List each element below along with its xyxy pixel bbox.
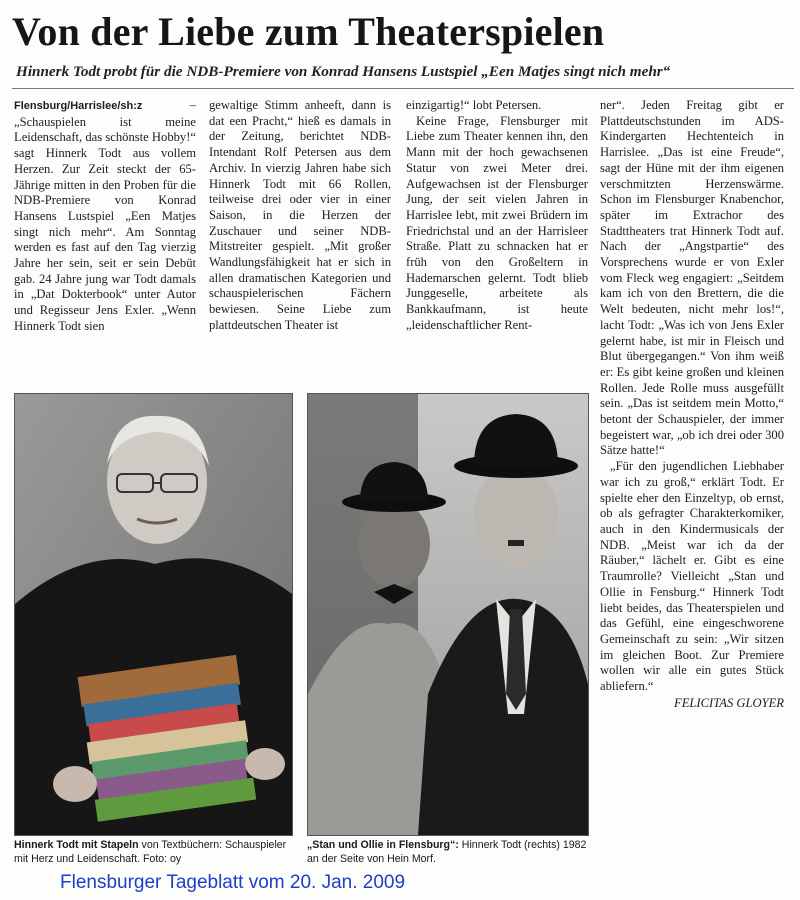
column-4-para-1: ner“. Jeden Freitag gibt er Plattdeutschstunden im ADS-Kindergarten Hechtenteich in Harrislee. „Das ist eine Freude“, sagt der Hüne mit der ihm eigenen verschmitzten Herzenswärme. Schon im Flensburger Knabenchor, später im Extrachor des Stadttheaters trat Hinnerk Todt auf. Nach der „Angstpartie“ des Vorsprechens wurde er von Exler vom Fleck weg engagiert: „Seitdem kam ich von den Brettern, die die Welt bedeuten, nicht mehr los!“, lacht Todt: „Was ich von Jens Exler gelernt habe, ist mir in Fleisch und Blut übergegangen.“ Von ihm weiß er: Es gibt keine großen und kleinen Rollen. Jede Rolle muss ausgefüllt sein. „Das ist seitdem mein Motto,“ betont der Schauspieler, der immer begeistert war, „ob ich drei oder 300 Sätze hatte!“ (600, 98, 784, 458)
article-column-1 (14, 98, 196, 335)
photo-stan-and-ollie (307, 393, 589, 836)
photo-2-caption-text: Hinnerk Todt (rechts) 1982 an der Seite von Hein Morf. (307, 839, 587, 865)
column-3-para-2: Keine Frage, Flensburger mit Liebe zum Theater kennen ihn, den Mann mit der hoch gewachsenen Statur von zwei Meter drei. Aufgewachsen ist der Flensburger Jung, der seit vielen Jahren in Harrislee lebt, mit zwei Brüdern im Friedrichstal und an der Harrisleer Straße. Platt zu schnacken hat er früh von den Großeltern in Hademarschen gelernt. Todt blieb Junggeselle, arbeitete als Bankkaufmann, ist heute „leidenschaftlicher Rent- (406, 113, 588, 332)
article-author: FELICITAS GLOYER (674, 695, 784, 710)
photo-stan-ollie-illustration (308, 394, 588, 835)
column-4-para-2: „Für den jugendlichen Liebhaber war ich zu groß,“ erklärt Todt. Er spielte eher den Einzeltyp, ob ernst, ob als gefragter Charakterkomiker, auch in den Kindermusicals der NDB. „Meist war ich da der Räuber,“ lächelt er. Gibt es eine Traumrolle? Vielleicht „Stan und Ollie in Fensburg.“ Hinnerk Todt liebt beides, das Theaterspielen und das Gefühl, eine eingeschworene Gemeinschaft zu sein: „Wir sitzen im gleichen Boot. Zur Premiere wollen wir alle ein gutes Stück abliefern.“ (600, 459, 784, 694)
header-rule (12, 88, 794, 89)
photo-1-caption-text: von Textbüchern: Schauspieler mit Herz und Leidenschaft. Foto: oy (14, 839, 287, 865)
photo-todt-with-scripts (14, 393, 293, 836)
column-2-text: gewaltige Stimm anheeft, dann is dat een Pracht,“ hieß es damals in der Zeitung, berichtet NDB-Intendant Rolf Petersen aus dem Archiv. In vierzig Jahren habe sich Hinnerk Todt mit 66 Rollen, teilweise drei oder vier in einer Saison, in die Herzen der Zuschauer und seiner NDB-Mitstreiter gespielt. „Mit großer Wandlungsfähigkeit hat er sich in allen dramatischen Kategorien und schauspielerischen Fächern bewiesen. Seine Liebe zum plattdeutschen Theater ist (209, 98, 391, 332)
article-subheadline: Hinnerk Todt probt für die NDB-Premiere von Konrad Hansens Lustspiel „Een Matjes singt nich mehr“ (16, 63, 671, 80)
article-column-3 (406, 98, 588, 334)
article-column-2 (209, 98, 391, 334)
photo-todt-illustration (15, 394, 292, 835)
source-footer: Flensburger Tageblatt vom 20. Jan. 2009 (60, 872, 406, 893)
article-column-4 (600, 98, 784, 711)
photo-2-caption-bold: „Stan und Ollie in Flensburg“: (307, 839, 459, 851)
photo-2-caption (307, 839, 592, 866)
column-3-para-1: einzigartig!“ lobt Petersen. (406, 98, 542, 112)
photo-1-caption-bold: Hinnerk Todt mit Stapeln (14, 839, 139, 851)
article-dateline: Flensburg/Harrislee/sh:z (14, 100, 143, 112)
column-1-text: – „Schauspielen ist meine Leidenschaft, das schönste Hobby!“ sagt Hinnerk Todt aus vollem Herzen. Zur Zeit steckt der 65-Jährige mitten in den Proben für die NDB-Premiere von Konrad Hansens Lustspiel „Een Matjes singt nich mehr“. Am Sonntag werden es fast auf den Tag vierzig Jahre her sein, seit er sein Debüt gab. 24 Jahre jung war Todt damals in „Dat Dokterbook“ unter Autor und Regisseur Jens Exler. „Wenn Hinnerk Todt sien (14, 98, 196, 333)
photo-1-caption (14, 839, 294, 866)
article-headline: Von der Liebe zum Theaterspielen (12, 9, 605, 54)
